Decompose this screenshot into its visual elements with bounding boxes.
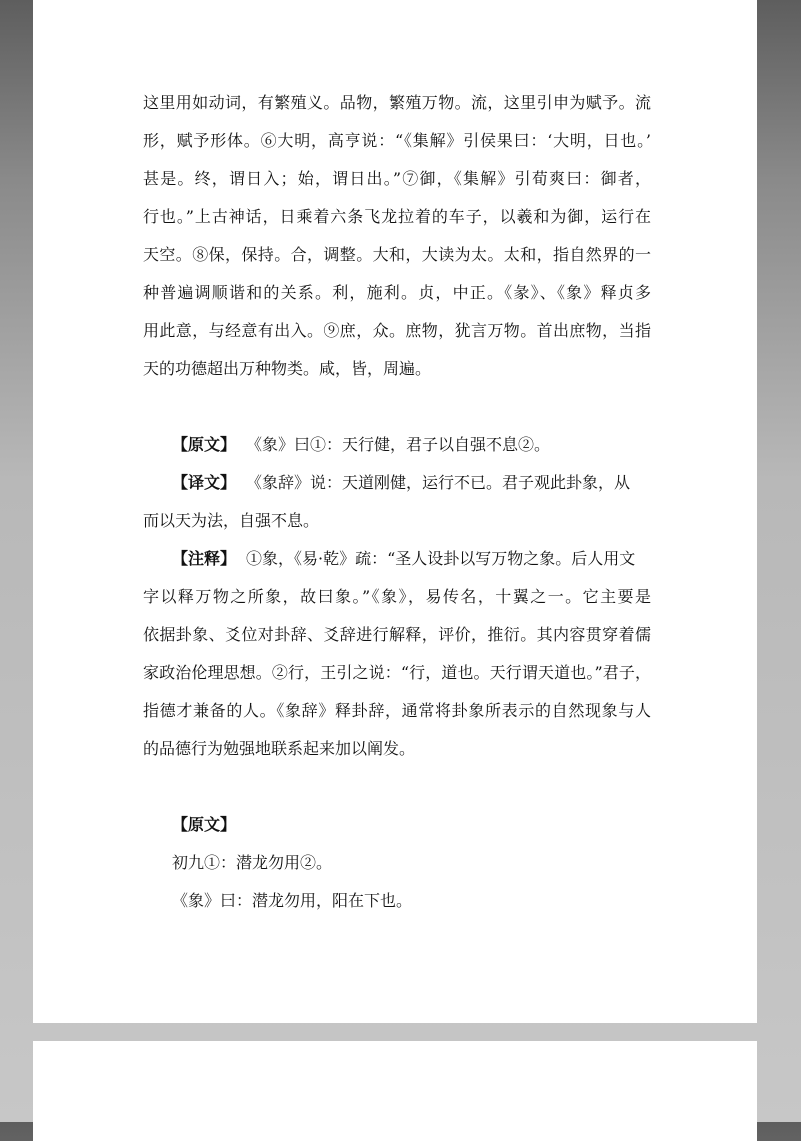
xiang-translation-line-2: 而以天为法，自强不息。	[143, 511, 320, 530]
xiang-notes-line-3: 依据卦象、爻位对卦辞、爻辞进行解释，评价，推衍。其内容贯穿着儒	[143, 625, 651, 644]
xiang-translation-line-1	[172, 473, 630, 493]
xiang-original-text: 《象》曰①：天行健，君子以自强不息②。	[246, 435, 551, 454]
xiang-notes-text-1: ①象，《易·乾》疏：“圣人设卦以写万物之象。后人用文	[246, 549, 636, 568]
xiang-notes-line-4: 家政治伦理思想。②行，王引之说：“行，道也。天行谓天道也。”君子，	[143, 663, 651, 682]
xiang-translation-text-1: 《象辞》说：天道刚健，运行不已。君子观此卦象，从	[246, 473, 631, 492]
document-page-1	[33, 0, 757, 1023]
original-label: 【原文】	[172, 435, 237, 454]
note-continued-line-3: 甚是。终，谓日入；始，谓日出。”⑦御，《集解》引荀爽曰：御者，	[143, 169, 651, 188]
xiang-notes-line-1	[172, 549, 635, 569]
notes-label: 【注释】	[172, 549, 237, 568]
note-continued-line-1: 这里用如动词，有繁殖义。品物，繁殖万物。流，这里引申为赋予。流	[143, 93, 651, 112]
translation-label: 【译文】	[172, 473, 237, 492]
xiang-notes-line-6: 的品德行为勉强地联系起来加以阐发。	[143, 739, 416, 758]
xiang-original-paragraph	[172, 435, 550, 455]
note-continued-line-4: 行也。”上古神话，日乘着六条飞龙拉着的车子，以羲和为御，运行在	[143, 207, 651, 226]
xiang-notes-line-5: 指德才兼备的人。《象辞》释卦辞，通常将卦象所表示的自然现象与人	[143, 701, 651, 720]
note-continued-line-8: 天的功德超出万种物类。咸，皆，周遍。	[143, 359, 432, 378]
xiang-notes-line-2: 字以释万物之所象，故曰象。”《象》，易传名，十翼之一。它主要是	[143, 587, 651, 606]
note-continued-line-7: 用此意，与经意有出入。⑨庶，众。庶物，犹言万物。首出庶物，当指	[143, 321, 651, 340]
chujiu-original-line-1: 初九①：潜龙勿用②。	[172, 853, 333, 872]
document-page-2	[33, 1041, 757, 1141]
chujiu-original-label: 【原文】	[172, 815, 237, 834]
note-continued-line-2: 形，赋予形体。⑥大明，高亨说：“《集解》引侯果曰：‘大明，日也。’	[143, 131, 651, 150]
note-continued-line-5: 天空。⑧保，保持。合，调整。大和，大读为太。太和，指自然界的一	[143, 245, 651, 264]
chujiu-original-line-2: 《象》曰：潜龙勿用，阳在下也。	[172, 891, 413, 910]
note-continued-line-6: 种普遍调顺谐和的关系。利，施利。贞，中正。《彖》、《象》释贞多	[143, 283, 651, 302]
